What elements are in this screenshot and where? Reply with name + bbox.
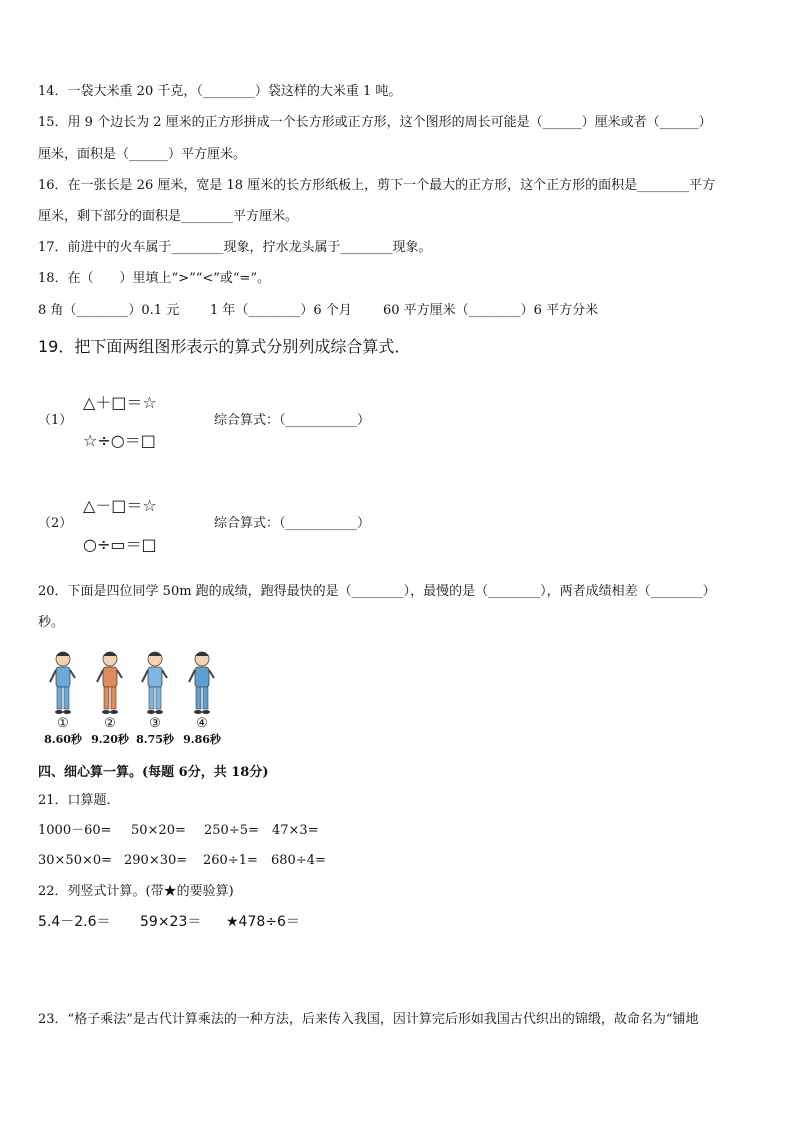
section-4-heading: 四、细心算一算。(每题 6分，共 18分) [38,765,269,780]
q19-title: 19．把下面两组图形表示的算式分别列成综合算式． [38,337,411,356]
runner-figure [135,648,175,716]
q21: 21．口算题． [38,793,120,808]
q21-item: 47×3= [272,823,319,838]
q22-item: 59×23＝ [140,914,202,930]
runner-number: ① [57,716,69,731]
q16-line1: 16．在一张长是 26 厘米，宽是 18 厘米的长方形纸板上，剪下一个最大的正方形，这个正方形的面积是________平方 [38,178,716,193]
runner-time: 9.86秒 [183,733,221,746]
runner-number: ② [104,716,116,731]
q17: 17．前进中的火车属于________现象，拧水龙头属于________现象。 [38,240,432,255]
q16-line2: 厘米，剩下部分的面积是________平方厘米。 [38,209,299,224]
q21-item: 1000－60= [38,823,112,838]
runner-figure [182,648,222,716]
runner-number: ④ [196,716,208,731]
q21-item: 30×50×0= [38,853,113,868]
runner-time: 8.75秒 [136,733,174,746]
runner-figure [43,648,83,716]
q18-item: 60 平方厘米（________）6 平方分米 [383,303,599,318]
q19-answer-label: 综合算式：（___________） [214,516,371,531]
q21-item: 50×20= [131,823,186,838]
q22: 22．列竖式计算。(带★的要验算) [38,884,234,899]
q21-item: 290×30= [124,853,188,868]
q18-item: 1 年（________）6 个月 [210,303,352,318]
q20-line1: 20．下面是四位同学 50m 跑的成绩，跑得最快的是（________），最慢的是（________），两者成绩相差（________） [38,584,716,599]
q21-item: 260÷1= [203,853,258,868]
q19-formula-row: △－□＝☆ [83,496,157,515]
q18: 18．在（ ）里填上“>”“<”或“=”。 [38,271,271,286]
runner-number: ③ [149,716,161,731]
runner-time: 8.60秒 [44,733,82,746]
q19-group-number: （2） [38,516,73,531]
q22-item: 5.4－2.6＝ [38,914,111,930]
runner-time: 9.20秒 [91,733,129,746]
q19-formula-row: ○÷▭＝□ [83,535,157,554]
q15-line1: 15．用 9 个边长为 2 厘米的正方形拼成一个长方形或正方形，这个图形的周长可能是（______）厘米或者（______） [38,115,712,130]
q14: 14．一袋大米重 20 千克，（________）袋这样的大米重 1 吨。 [38,84,402,99]
q15-line2: 厘米，面积是（______）平方厘米。 [38,147,247,162]
q19-answer-label: 综合算式：（___________） [214,413,371,428]
q19-formula-row: △＋□＝☆ [83,393,157,412]
q23: 23．“格子乘法”是古代计算乘法的一种方法，后来传入我国，因计算完后形如我国古代织出的锦缎，故命名为“铺地 [38,1012,699,1027]
q21-item: 680÷4= [271,853,326,868]
q20-line2: 秒。 [38,615,65,630]
q22-item: ★478÷6＝ [226,914,300,930]
q19-group-number: （1） [38,413,73,428]
q21-item: 250÷5= [204,823,259,838]
q18-item: 8 角（________）0.1 元 [38,303,180,318]
q19-formula-row: ☆÷○＝□ [83,431,156,450]
runner-figure [90,648,130,716]
